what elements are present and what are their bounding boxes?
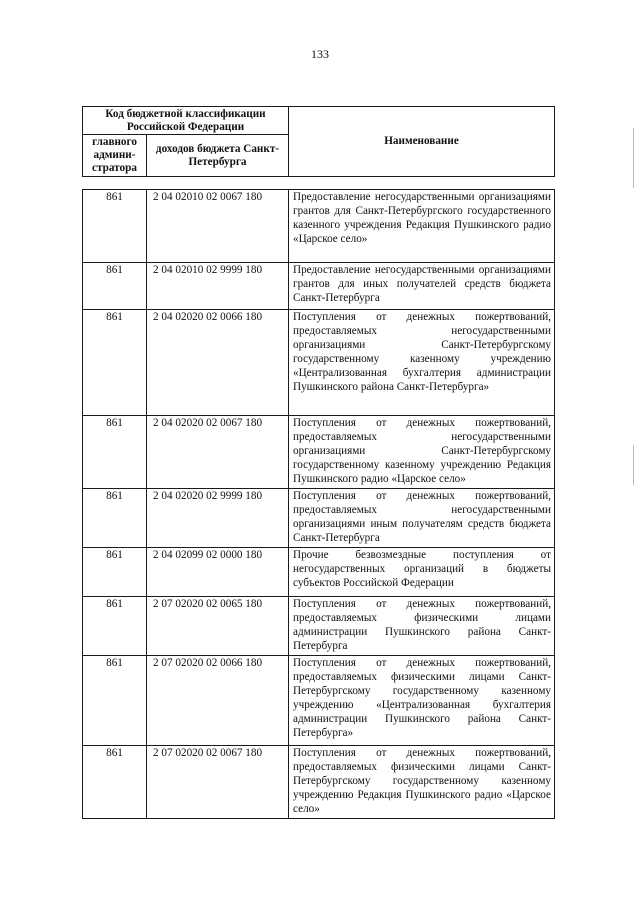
admin-code-cell: 861	[83, 597, 147, 656]
header-row-group	[83, 107, 555, 135]
table-row	[83, 656, 555, 746]
page-number: 133	[311, 47, 329, 61]
revenue-code-cell: 2 04 02010 02 9999 180	[147, 263, 289, 310]
revenue-name-cell: Поступления от денежных пожертвований, предоставляемых физическими лицами администрации Пушкинского района Санкт-Петербурга	[289, 597, 555, 656]
revenue-name-cell: Предоставление негосударственными организациями грантов для иных получателей средств бюджета Санкт-Петербурга	[289, 263, 555, 310]
table-row	[83, 597, 555, 656]
header-admin: главного админи-стратора	[83, 135, 147, 177]
table-row	[83, 416, 555, 489]
revenue-name-cell: Поступления от денежных пожертвований, предоставляемых физическими лицами Санкт-Петербургскому государственному казенному учреждению «Централизованная бухгалтерия администрации Пушкинского района Санкт-Петербурга»	[289, 656, 555, 746]
revenue-code-cell: 2 04 02020 02 0066 180	[147, 310, 289, 416]
admin-code-cell: 861	[83, 548, 147, 597]
admin-code-cell: 861	[83, 489, 147, 548]
table-body	[83, 190, 555, 819]
admin-code-cell: 861	[83, 746, 147, 819]
admin-code-cell: 861	[83, 656, 147, 746]
table-row	[83, 746, 555, 819]
revenue-name-cell: Поступления от денежных пожертвований, предоставляемых негосударственными организациями иным получателям средств бюджета Санкт-Петербурга	[289, 489, 555, 548]
header-name: Наименование	[289, 107, 555, 177]
revenue-name-cell: Поступления от денежных пожертвований, предоставляемых негосударственными организациями Санкт-Петербургскому государственному казенному учреждению Редакция Пушкинского радио «Царское село»	[289, 416, 555, 489]
classification-table	[82, 189, 555, 819]
admin-code-cell: 861	[83, 263, 147, 310]
scan-edge-mark	[633, 445, 634, 485]
revenue-name-cell: Поступления от денежных пожертвований, предоставляемых негосударственными организациями Санкт-Петербургскому государственному казенному учреждению «Централизованная бухгалтерия администрации Пушкинского района Санкт-Петербурга»	[289, 310, 555, 416]
admin-code-cell: 861	[83, 310, 147, 416]
revenue-code-cell: 2 07 02020 02 0066 180	[147, 656, 289, 746]
admin-code-cell: 861	[83, 416, 147, 489]
revenue-code-cell: 2 04 02020 02 0067 180	[147, 416, 289, 489]
table-row	[83, 548, 555, 597]
header-group-title: Код бюджетной классификации Российской Федерации	[83, 107, 289, 135]
revenue-code-cell: 2 04 02099 02 0000 180	[147, 548, 289, 597]
table-row	[83, 263, 555, 310]
table-row	[83, 489, 555, 548]
revenue-code-cell: 2 07 02020 02 0067 180	[147, 746, 289, 819]
revenue-name-cell: Предоставление негосударственными организациями грантов для Санкт-Петербургского государственного казенного учреждения Редакция Пушкинского радио «Царское село»	[289, 190, 555, 263]
table-row	[83, 310, 555, 416]
revenue-name-cell: Прочие безвозмездные поступления от негосударственных организаций в бюджеты субъектов Российской Федерации	[289, 548, 555, 597]
scan-edge-mark	[633, 128, 634, 188]
header-revenue: доходов бюджета Санкт-Петербурга	[147, 135, 289, 177]
revenue-name-cell: Поступления от денежных пожертвований, предоставляемых физическими лицами Санкт-Петербургскому государственному казенному учреждению Редакция Пушкинского радио «Царское село»	[289, 746, 555, 819]
revenue-code-cell: 2 07 02020 02 0065 180	[147, 597, 289, 656]
revenue-code-cell: 2 04 02010 02 0067 180	[147, 190, 289, 263]
header-table	[82, 106, 555, 177]
admin-code-cell: 861	[83, 190, 147, 263]
revenue-code-cell: 2 04 02020 02 9999 180	[147, 489, 289, 548]
table-row	[83, 190, 555, 263]
